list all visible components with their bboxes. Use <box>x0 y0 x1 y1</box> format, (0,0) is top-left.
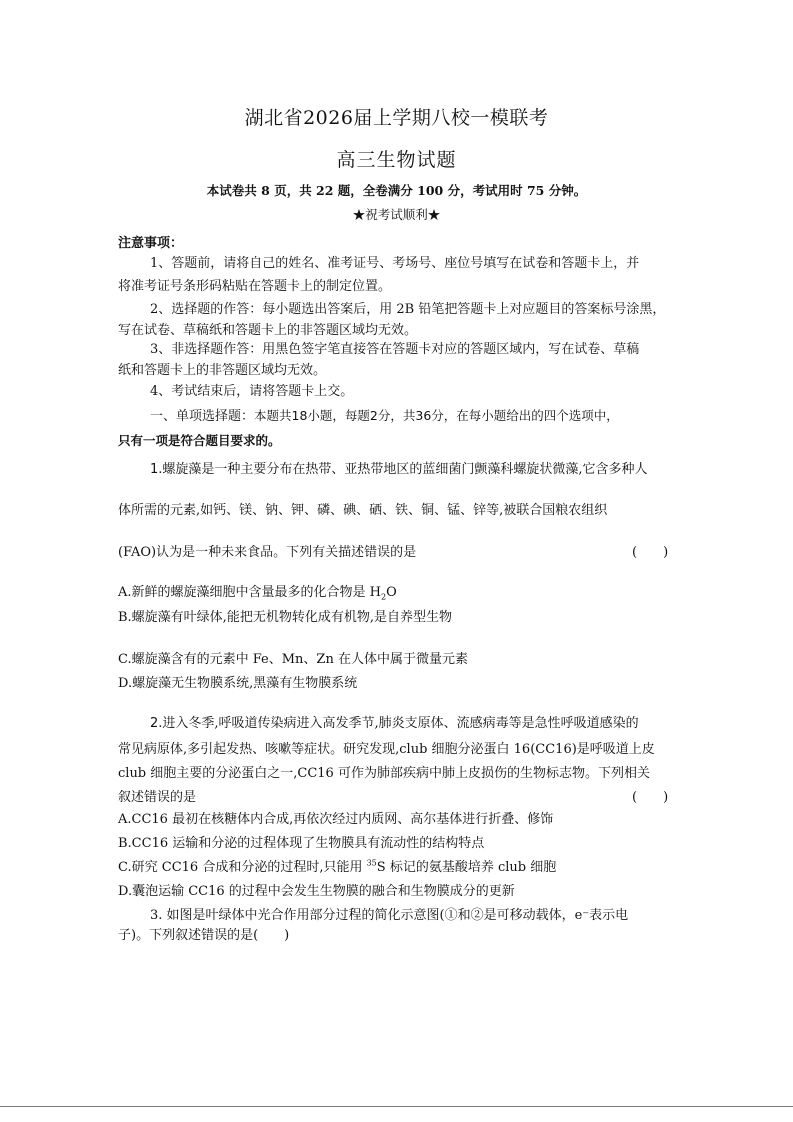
note-1-line-2: 将准考证号条形码粘贴在答题卡上的制定位置。 <box>118 279 392 294</box>
section-label: 一、单项选择题： <box>150 409 255 424</box>
q1-option-a: A.新鲜的螺旋藻细胞中含量最多的化合物是 $H_2O$ <box>118 585 397 602</box>
q3-stem-line-2: 子)。下列叙述错误的是( ) <box>118 928 290 943</box>
note-1-line-1: 1、答题前，请将自己的姓名、准考证号、考场号、座位号填写在试卷和答题卡上，并 <box>150 256 640 271</box>
q1-option-d: D.螺旋藻无生物膜系统,黑藻有生物膜系统 <box>118 676 358 691</box>
q2-answer-paren: ( ) <box>632 790 669 805</box>
q2-option-a: A.CC16 最初在核糖体内合成,再依次经过内质网、高尔基体进行折叠、修饰 <box>118 812 554 827</box>
q2-option-b: B.CC16 运输和分泌的过程体现了生物膜具有流动性的结构特点 <box>118 836 485 851</box>
exam-title: 湖北省2026届上学期八校一模联考 <box>244 107 549 129</box>
q2-option-d: D.囊泡运输 CC16 的过程中会发生生物膜的融合和生物膜成分的更新 <box>118 884 515 899</box>
note-4: 4、考试结束后，请将答题卡上交。 <box>150 384 354 399</box>
q1-option-b: B.螺旋藻有叶绿体,能把无机物转化成有机物,是自养型生物 <box>118 610 452 625</box>
notes-heading: 注意事项： <box>118 236 184 251</box>
note-3-line-2: 纸和答题卡上的非答题区域均无效。 <box>118 363 327 378</box>
q1-answer-paren: ( ) <box>632 545 669 560</box>
page-bottom-rule <box>0 1106 793 1107</box>
q1-stem-line-3: (FAO)认为是一种未来食品。下列有关描述错误的是 <box>118 545 417 560</box>
q2-stem-line-3: club 细胞主要的分泌蛋白之一,CC16 可作为肺部疾病中肺上皮损伤的生物标志物。下列相关 <box>118 766 650 781</box>
q1-option-c: C.螺旋藻含有的元素中 Fe、Mn、Zn 在人体中属于微量元素 <box>118 652 468 667</box>
q1-stem-line-2: 体所需的元素,如钙、镁、钠、钾、磷、碘、硒、铁、铜、锰、锌等,被联合国粮农组织 <box>118 503 608 518</box>
note-2-line-2: 写在试卷、草稿纸和答题卡上的非答题区域均无效。 <box>118 323 418 338</box>
exam-info: 本试卷共 8 页，共 22 题，全卷满分 100 分，考试用时 75 分钟。 <box>206 183 587 198</box>
section-heading-line-2: 只有一项是符合题目要求的。 <box>118 433 281 448</box>
note-3-line-1: 3、非选择题作答：用黑色签字笔直接答在答题卡对应的答题区域内，写在试卷、草稿 <box>150 342 640 357</box>
q1-number: 1 <box>150 462 159 477</box>
q2-text: .进入冬季,呼吸道传染病进入高发季节,肺炎支原体、流感病毒等是急性呼吸道感染的 <box>158 716 639 731</box>
q2-stem-line-1 <box>150 712 639 731</box>
q1-stem-line-1 <box>150 458 648 477</box>
section-heading-line-1 <box>150 405 619 424</box>
q2-stem-line-4: 叙述错误的是 <box>118 790 197 805</box>
exam-wish: ★祝考试顺利★ <box>352 207 441 222</box>
exam-subject: 高三生物试题 <box>336 149 457 171</box>
q2-option-c: C.研究 CC16 合成和分泌的过程时,只能用 $^{35}$S 标记的氨基酸培养 club 细胞 <box>118 858 557 875</box>
q3-stem-line-1: 3. 如图是叶绿体中光合作用部分过程的简化示意图(①和②是可移动载体，e⁻表示电 <box>150 908 629 923</box>
section-rule: 本题共18小题，每题2分，共36分，在每小题给出的四个选项中， <box>254 408 619 423</box>
q1-text: .螺旋藻是一种主要分布在热带、亚热带地区的蓝细菌门颤藻科螺旋状微藻,它含多种人 <box>158 462 648 477</box>
note-2-line-1: 2、选择题的作答：每小题选出答案后，用 2B 铅笔把答题卡上对应题目的答案标号涂黑， <box>150 302 666 317</box>
q2-number: 2 <box>150 716 159 731</box>
q2-stem-line-2: 常见病原体,多引起发热、咳嗽等症状。研究发现,club 细胞分泌蛋白 16(CC16)是呼吸道上皮 <box>118 742 655 757</box>
